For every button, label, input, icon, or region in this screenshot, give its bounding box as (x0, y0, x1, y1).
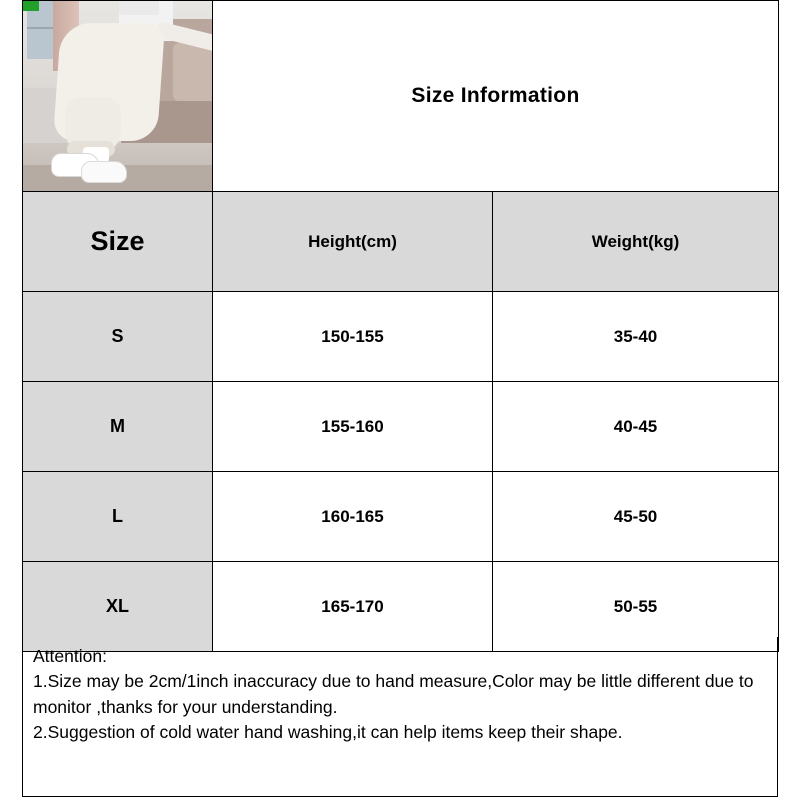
attention-heading: Attention: (33, 646, 107, 666)
column-labels-row (23, 192, 779, 292)
table-header-row (23, 1, 779, 192)
column-header-weight: Weight(kg) (493, 192, 779, 292)
attention-box (22, 637, 778, 797)
photo-sneaker-right (81, 161, 127, 183)
cell-height: 150-155 (213, 292, 493, 382)
cell-height: 155-160 (213, 382, 493, 472)
cell-weight: 45-50 (493, 472, 779, 562)
photo-cushion (173, 43, 213, 101)
attention-line-2: 2.Suggestion of cold water hand washing,it can help items keep their shape. (33, 722, 623, 743)
product-photo (23, 1, 212, 191)
size-information-table (22, 0, 779, 652)
page-title: Size Information (213, 1, 779, 192)
cell-weight: 50-55 (493, 562, 779, 652)
cell-weight: 35-40 (493, 292, 779, 382)
cell-height: 160-165 (213, 472, 493, 562)
table-row (23, 472, 779, 562)
cell-weight: 40-45 (493, 382, 779, 472)
product-photo-cell (23, 1, 213, 192)
cell-size: XL (23, 562, 213, 652)
cell-size: S (23, 292, 213, 382)
green-marker-icon (23, 1, 39, 11)
cell-size: L (23, 472, 213, 562)
attention-line-1: 1.Size may be 2cm/1inch inaccuracy due to hand measure,Color may be little different due to monitor ,thanks for your understanding. (33, 671, 759, 717)
cell-height: 165-170 (213, 562, 493, 652)
column-header-size: Size (23, 192, 213, 292)
photo-garment-tag (119, 1, 159, 16)
column-header-height: Height(cm) (213, 192, 493, 292)
cell-size: M (23, 382, 213, 472)
table-row (23, 382, 779, 472)
table-row (23, 292, 779, 382)
